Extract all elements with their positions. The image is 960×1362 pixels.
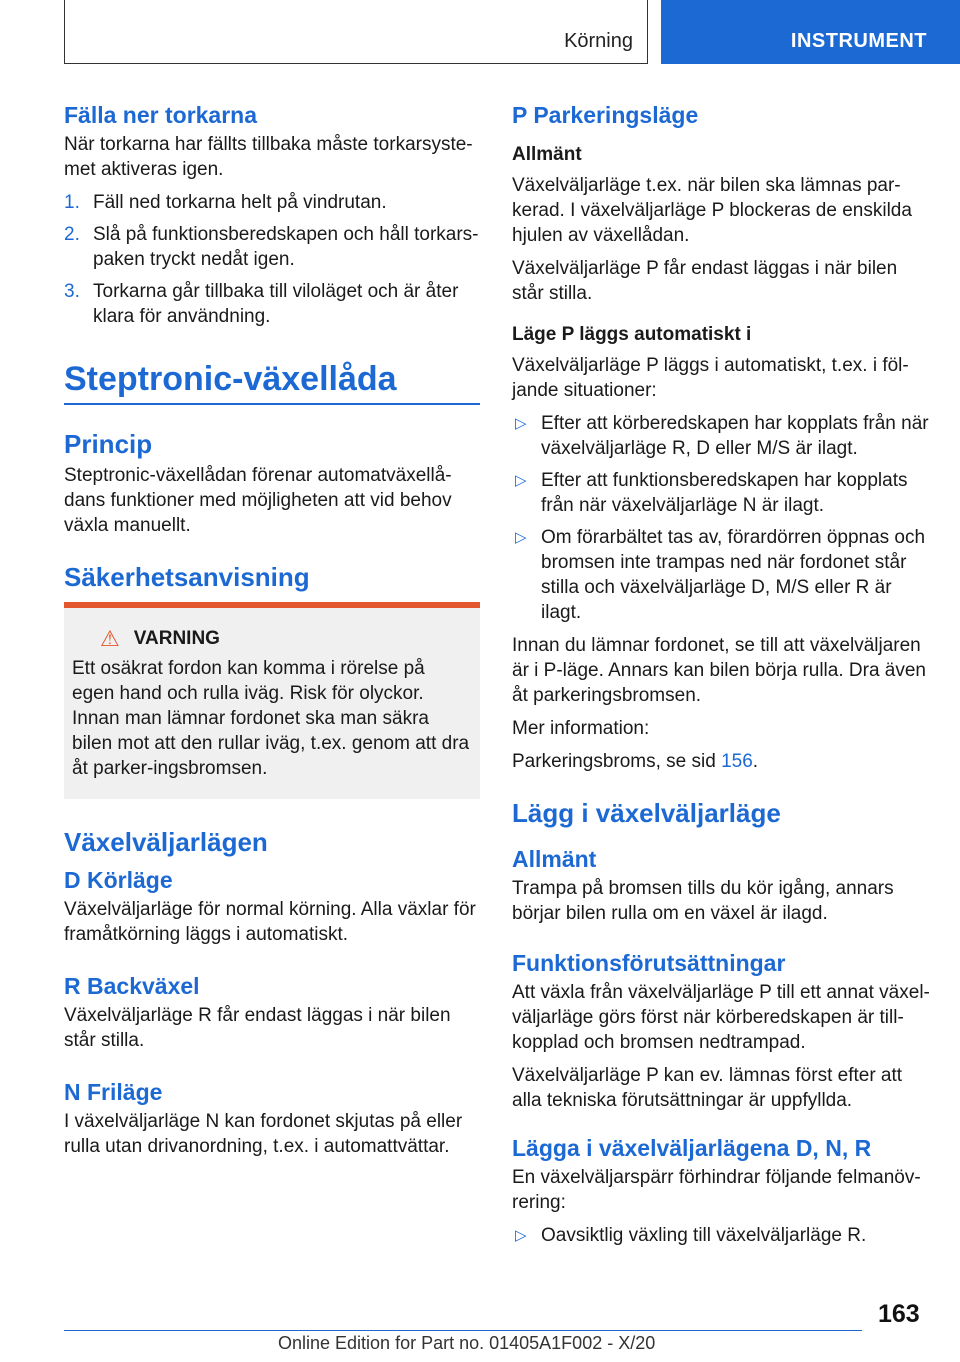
step-item: [64, 279, 480, 329]
chapter-title: Steptronic-växellåda: [64, 360, 397, 398]
header-section-tab: [64, 0, 648, 64]
more-info-label: Mer information:: [512, 718, 650, 739]
r-text: Växelväljarläge R får endast läggas i när bilen står stilla.: [64, 1005, 451, 1051]
engage-general-text: Trampa på bromsen tills du kör igång, annars börjar bilen rulla om en växel är ilagd.: [512, 878, 894, 924]
step-item: [64, 222, 480, 272]
sub-general: Allmänt: [512, 144, 582, 165]
heading-engage: Lägg i växelväljarläge: [512, 798, 781, 828]
heading-princip: Princip: [64, 429, 153, 459]
list-item: [512, 468, 930, 518]
princip-text: Steptronic-växellådan förenar automatväxellå-dans funktioner med möjligheten att vid behov växla manuellt.: [64, 465, 452, 536]
d-text: Växelväljarläge för normal körning. Alla växlar för framåtkörning läggs i automatiskt.: [64, 899, 476, 945]
parking-general-p2: Växelväljarläge P får endast läggas i när bilen står stilla.: [512, 258, 898, 304]
step-text: Slå på funktionsberedskapen och håll torkars-paken tryckt nedåt igen.: [93, 224, 479, 270]
step-item: [64, 190, 480, 215]
step-text: Torkarna går tillbaka till viloläget och är åter klara för användning.: [93, 281, 459, 327]
list-item: [512, 525, 930, 625]
auto-intro: Växelväljarläge P läggs i automatiskt, t.ex. i föl-jande situationer:: [512, 355, 909, 401]
triangle-bullet-icon: ▷: [515, 1227, 527, 1244]
step-number: 2.: [64, 224, 80, 245]
step-number: 1.: [64, 192, 80, 213]
heading-d: D Körläge: [64, 867, 173, 893]
heading-positions: Växelväljarlägen: [64, 827, 268, 857]
warning-header: [100, 628, 472, 650]
reference-text: Parkeringsbroms, se sid: [512, 751, 722, 772]
left-column: [64, 100, 480, 1167]
heading-dnr: Lägga i växelväljarlägena D, N, R: [512, 1135, 872, 1161]
list-item: [512, 411, 930, 461]
sub-auto: Läge P läggs automatiskt i: [512, 324, 752, 345]
torkarna-intro: När torkarna har fällts tillbaka måste torkarsyste-met aktiveras igen.: [64, 134, 473, 180]
triangle-bullet-icon: ▷: [515, 472, 527, 489]
header-chapter-label: INSTRUMENT: [790, 30, 927, 52]
list-item-text: Om förarbältet tas av, förardörren öppnas och bromsen inte trampas ned när fordonet står stilla och växelväljarläge D, M/S eller R är ilagt.: [541, 527, 926, 623]
heading-n: N Friläge: [64, 1079, 163, 1105]
auto-list: [512, 411, 930, 625]
before-leave-text: Innan du lämnar fordonet, se till att växelväljaren är i P-läge. Annars kan bilen börja rulla. Dra även åt parkeringsbromsen.: [512, 635, 927, 706]
reference-page-link[interactable]: 156: [721, 751, 753, 772]
list-item-text: Efter att körberedskapen har kopplats från när växelväljarläge R, D eller M/S är ilagt.: [541, 413, 929, 459]
heading-engage-general: Allmänt: [512, 846, 597, 872]
dnr-list: [512, 1223, 930, 1248]
heading-parking: P Parkeringsläge: [512, 102, 699, 128]
list-item-text: Efter att funktionsberedskapen har kopplats från när växelväljarläge N är ilagt.: [541, 470, 908, 516]
torkarna-steps: [64, 190, 480, 329]
step-number: 3.: [64, 281, 80, 302]
right-column: [512, 100, 930, 1256]
list-item: [512, 1223, 930, 1248]
step-text: Fäll ned torkarna helt på vindrutan.: [93, 192, 387, 213]
reference-line: [512, 749, 930, 774]
requirements-p2: Växelväljarläge P kan ev. lämnas först efter att alla tekniska förutsättningar är uppfyllda.: [512, 1065, 903, 1111]
heading-safety: Säkerhetsanvisning: [64, 562, 310, 592]
warning-text: Ett osäkrat fordon kan komma i rörelse på egen hand och rulla iväg. Risk för olyckor. Innan man lämnar fordonet ska man säkra bilen mot att den rullar iväg, t.ex. genom att dra åt parker-ingsbromsen.: [72, 658, 470, 779]
warning-title: VARNING: [133, 628, 220, 649]
page-number: 163: [878, 1300, 920, 1328]
triangle-bullet-icon: ▷: [515, 529, 527, 546]
parking-general-p1: Växelväljarläge t.ex. när bilen ska lämnas par-kerad. I växelväljarläge P blockeras de enskilda hjulen av växellådan.: [512, 175, 912, 246]
reference-end: .: [752, 751, 759, 772]
triangle-bullet-icon: ▷: [515, 415, 527, 432]
chapter-title-rule: [64, 357, 480, 405]
heading-requirements: Funktionsförutsättningar: [512, 950, 786, 976]
dnr-text: En växelväljarspärr förhindrar följande felmanöv-rering:: [512, 1167, 921, 1213]
heading-torkarna: Fälla ner torkarna: [64, 102, 258, 128]
header-section-label: Körning: [564, 30, 633, 52]
requirements-p1: Att växla från växelväljarläge P till ett annat växel-väljarläge görs först när körberedskapen är till-kopplad och bromsen nedtrampad.: [512, 982, 930, 1053]
warning-box: [64, 602, 480, 799]
heading-r: R Backväxel: [64, 973, 200, 999]
footer-text: Online Edition for Part no. 01405A1F002 - X/20: [278, 1333, 656, 1353]
n-text: I växelväljarläge N kan fordonet skjutas på eller rulla utan drivanordning, t.ex. i automattvättar.: [64, 1111, 463, 1157]
warning-triangle-icon: ⚠: [100, 626, 120, 651]
list-item-text: Oavsiktlig växling till växelväljarläge R.: [541, 1225, 867, 1246]
footer-rule: [64, 1330, 862, 1331]
header-chapter-tab: [661, 0, 960, 64]
